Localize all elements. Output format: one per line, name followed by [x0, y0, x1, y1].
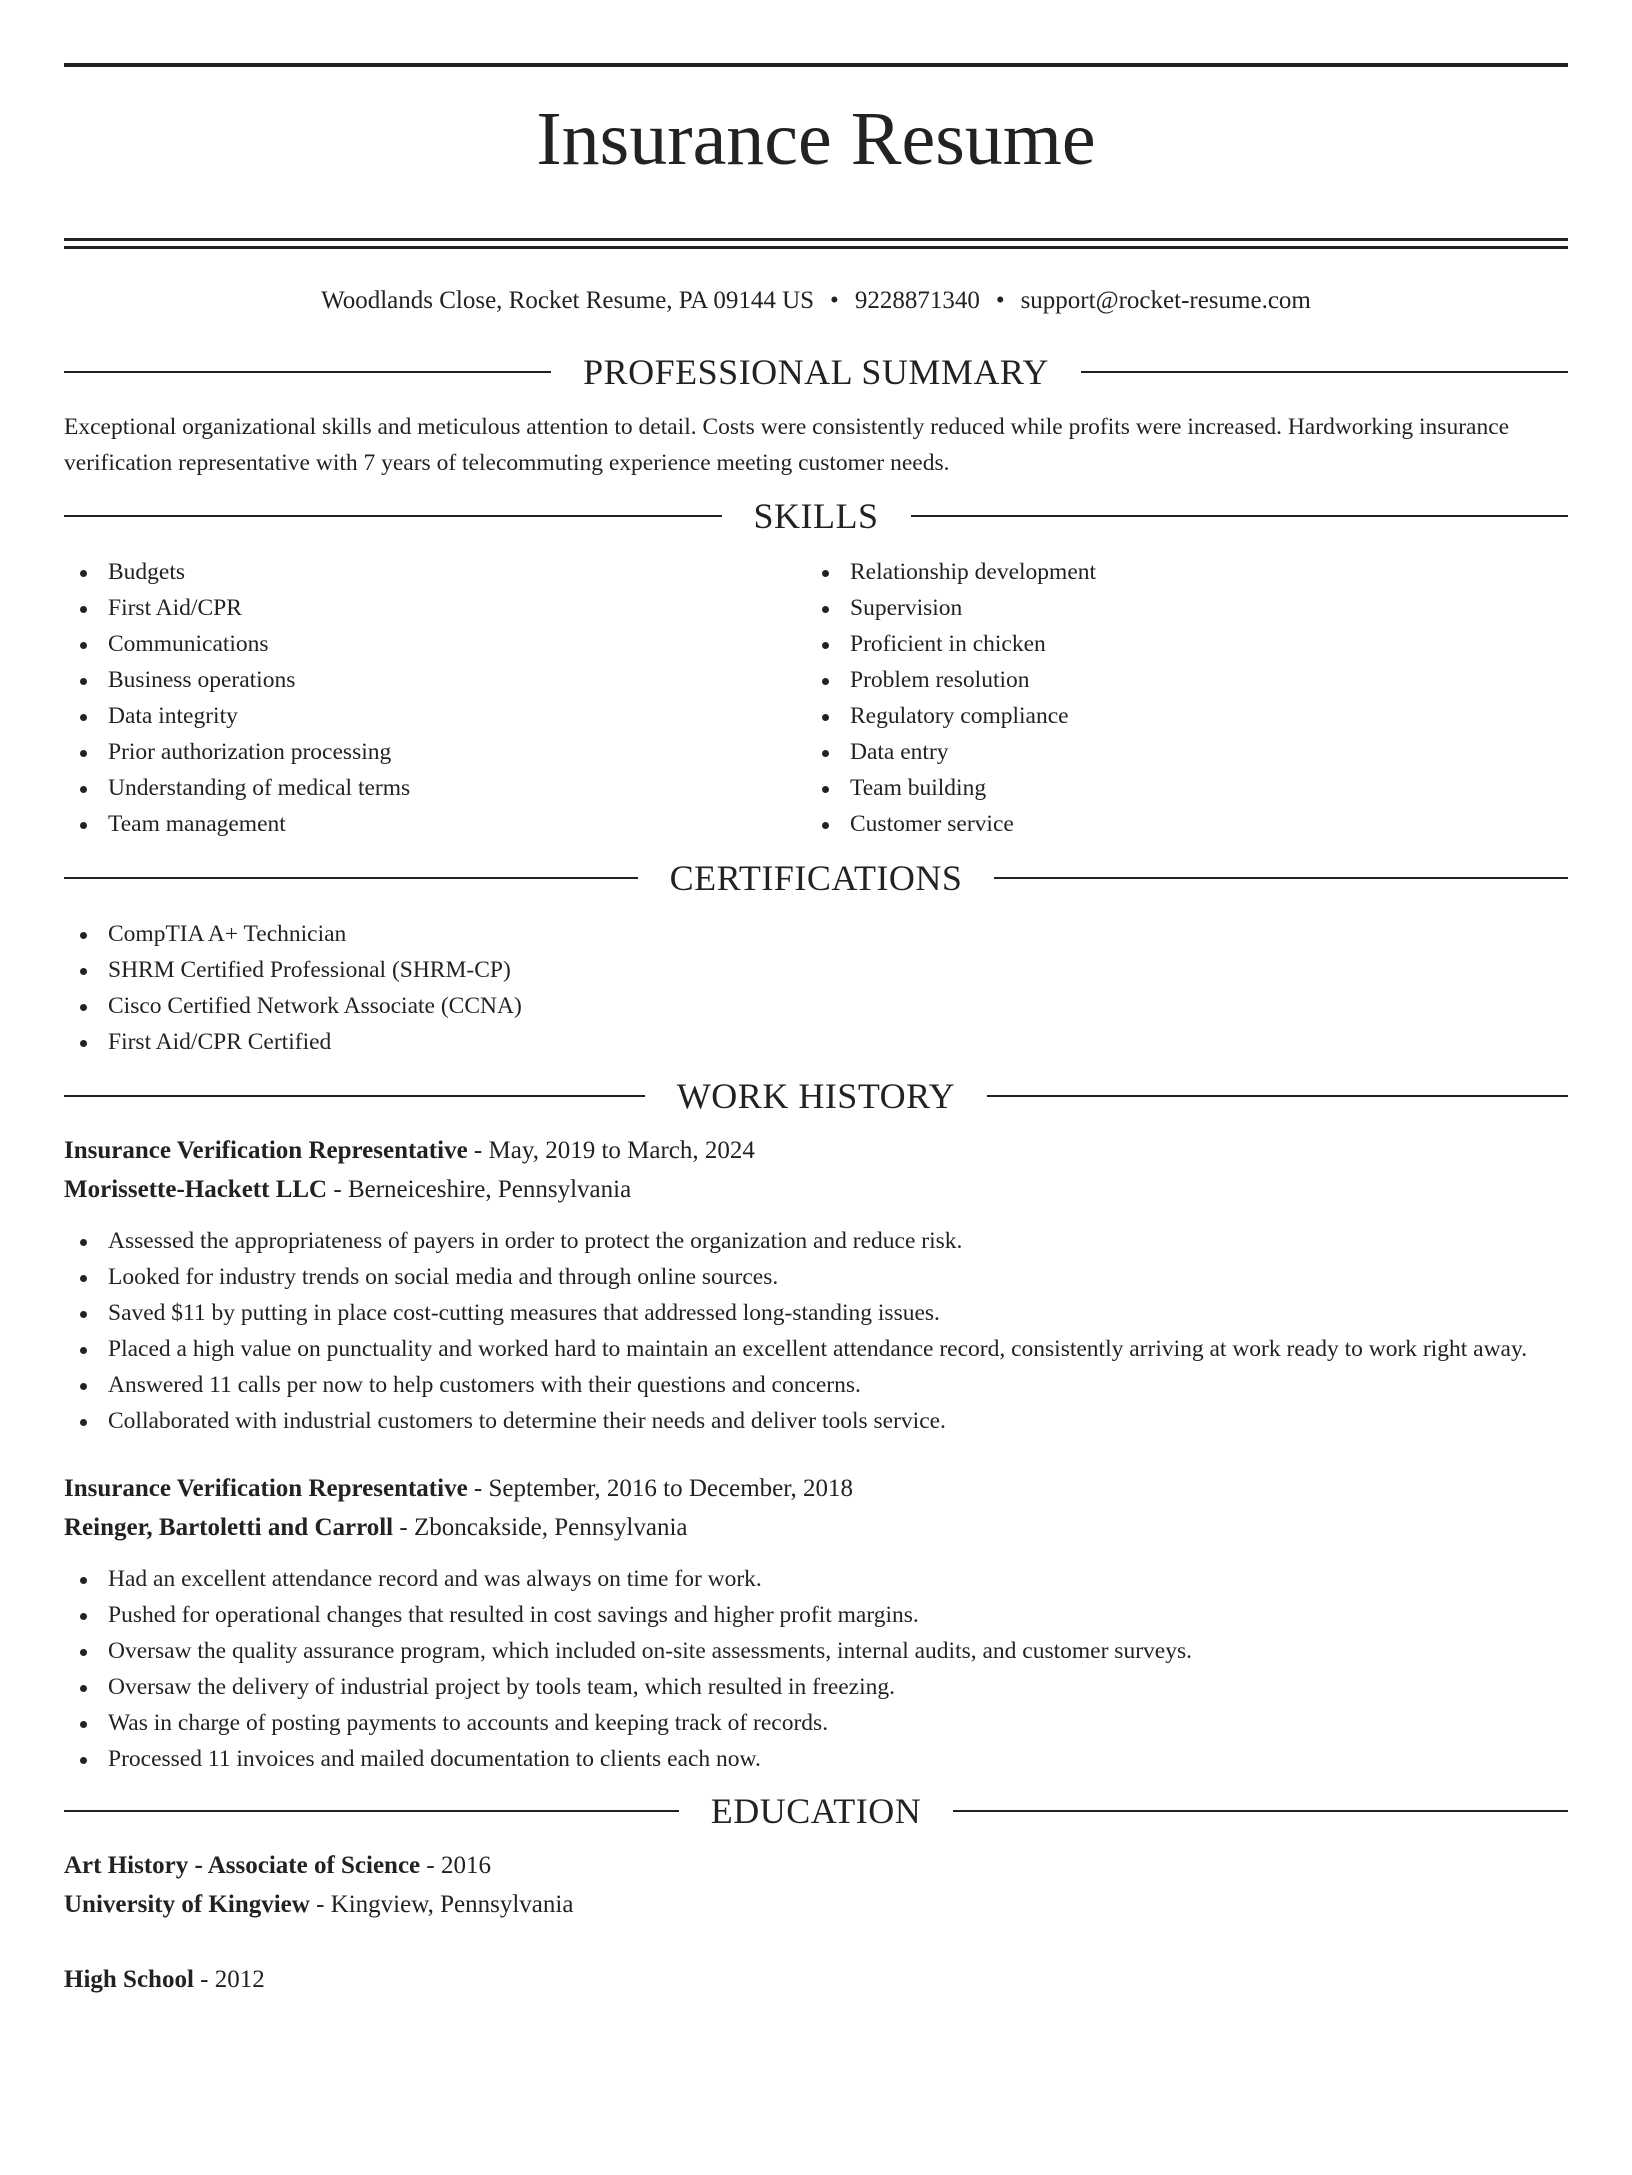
education-entry	[64, 1960, 1568, 1999]
skill-item: First Aid/CPR	[64, 590, 806, 626]
job-company-line	[64, 1170, 1568, 1209]
job-entry	[64, 1131, 1568, 1439]
divider-line	[953, 1810, 1568, 1812]
skills-grid	[64, 554, 1568, 842]
divider-line	[64, 1095, 645, 1097]
section-header-certifications	[64, 856, 1568, 900]
section-header-skills	[64, 494, 1568, 538]
section-title-education: EDUCATION	[710, 1791, 922, 1831]
divider-line	[994, 877, 1568, 879]
skills-list-right	[806, 554, 1548, 842]
education-entry	[64, 1846, 1568, 1924]
resume-page	[0, 63, 1632, 2175]
education-degree: High School	[64, 1966, 194, 1993]
certification-item: First Aid/CPR Certified	[64, 1024, 1568, 1060]
divider-line	[64, 877, 638, 879]
certification-item: CompTIA A+ Technician	[64, 916, 1568, 952]
section-title-skills: SKILLS	[753, 496, 879, 536]
resume-title: Insurance Resume	[536, 97, 1096, 181]
skill-item: Prior authorization processing	[64, 734, 806, 770]
section-title-summary: PROFESSIONAL SUMMARY	[583, 352, 1049, 392]
skill-item: Business operations	[64, 662, 806, 698]
skill-item: Team building	[806, 770, 1548, 806]
job-bullets	[64, 1223, 1568, 1439]
education-location: - Kingview, Pennsylvania	[309, 1891, 574, 1918]
job-title: Insurance Verification Representative	[64, 1137, 468, 1164]
divider-line	[911, 515, 1569, 517]
skill-item: Supervision	[806, 590, 1548, 626]
contact-separator: •	[995, 287, 1005, 314]
certification-item: SHRM Certified Professional (SHRM-CP)	[64, 952, 1568, 988]
job-bullet: Saved $11 by putting in place cost-cutting measures that addressed long-standing issues.	[64, 1295, 1568, 1331]
job-bullet: Oversaw the delivery of industrial project by tools team, which resulted in freezing.	[64, 1669, 1568, 1705]
job-bullet: Assessed the appropriateness of payers in order to protect the organization and reduce risk.	[64, 1223, 1568, 1259]
contact-address: Woodlands Close, Rocket Resume, PA 09144 US	[321, 287, 815, 314]
skill-item: Customer service	[806, 806, 1548, 842]
section-title-certifications: CERTIFICATIONS	[669, 858, 963, 898]
contact-separator: •	[830, 287, 839, 314]
skill-item: Regulatory compliance	[806, 698, 1548, 734]
contact-email[interactable]: support@rocket-resume.com	[1020, 287, 1311, 314]
job-title-line	[64, 1131, 1568, 1170]
section-header-education	[64, 1789, 1568, 1833]
divider-line	[64, 1810, 679, 1812]
job-bullet: Oversaw the quality assurance program, which included on-site assessments, internal audits, and customer surveys.	[64, 1633, 1568, 1669]
section-title-work: WORK HISTORY	[676, 1076, 956, 1116]
education-year: - 2012	[193, 1966, 265, 1993]
job-entry	[64, 1469, 1568, 1777]
divider-line	[987, 1095, 1568, 1097]
education-school: University of Kingview	[64, 1891, 310, 1918]
section-header-summary	[64, 350, 1568, 394]
job-dates: - September, 2016 to December, 2018	[467, 1475, 854, 1502]
education-year: - 2016	[420, 1852, 491, 1879]
job-location: - Berneiceshire, Pennsylvania	[327, 1176, 632, 1203]
certifications-list	[64, 916, 1568, 1060]
section-header-work	[64, 1074, 1568, 1118]
job-dates: - May, 2019 to March, 2024	[467, 1137, 755, 1164]
divider-line	[64, 515, 722, 517]
title-double-rule	[64, 238, 1568, 249]
job-bullet: Had an excellent attendance record and was always on time for work.	[64, 1561, 1568, 1597]
skill-item: Proficient in chicken	[806, 626, 1548, 662]
divider-line	[1081, 371, 1568, 373]
skill-item: Understanding of medical terms	[64, 770, 806, 806]
job-company: Reinger, Bartoletti and Carroll	[64, 1514, 394, 1541]
job-title-line	[64, 1469, 1568, 1508]
divider-line	[64, 371, 551, 373]
job-company-line	[64, 1508, 1568, 1547]
skill-item: Data entry	[806, 734, 1548, 770]
job-bullets	[64, 1561, 1568, 1777]
contact-line	[64, 285, 1568, 317]
job-bullet: Placed a high value on punctuality and worked hard to maintain an excellent attendance record, consistently arriving at work ready to work right away.	[64, 1331, 1568, 1367]
summary-text: Exceptional organizational skills and meticulous attention to detail. Costs were consistently reduced while profits were increased. Hardworking insurance verification representative with 7 years of telecommuting experience meeting customer needs.	[64, 414, 1510, 476]
skill-item: Communications	[64, 626, 806, 662]
skill-item: Team management	[64, 806, 806, 842]
education-degree-line	[64, 1846, 1568, 1885]
skill-item: Problem resolution	[806, 662, 1548, 698]
education-degree: Art History - Associate of Science	[64, 1852, 421, 1879]
education-school-line	[64, 1885, 1568, 1924]
job-location: - Zboncakside, Pennsylvania	[393, 1514, 688, 1541]
job-bullet: Collaborated with industrial customers to determine their needs and deliver tools service.	[64, 1403, 1568, 1439]
top-rule	[64, 63, 1568, 67]
job-title: Insurance Verification Representative	[64, 1475, 468, 1502]
skill-item: Budgets	[64, 554, 806, 590]
skills-list-left	[64, 554, 806, 842]
job-bullet: Looked for industry trends on social media and through online sources.	[64, 1259, 1568, 1295]
job-company: Morissette-Hackett LLC	[64, 1176, 328, 1203]
skill-item: Data integrity	[64, 698, 806, 734]
job-bullet: Pushed for operational changes that resulted in cost savings and higher profit margins.	[64, 1597, 1568, 1633]
contact-phone[interactable]: 9228871340	[854, 287, 980, 314]
job-bullet: Answered 11 calls per now to help customers with their questions and concerns.	[64, 1367, 1568, 1403]
certification-item: Cisco Certified Network Associate (CCNA)	[64, 988, 1568, 1024]
education-degree-line	[64, 1960, 1568, 1999]
job-bullet: Was in charge of posting payments to accounts and keeping track of records.	[64, 1705, 1568, 1741]
skill-item: Relationship development	[806, 554, 1548, 590]
job-bullet: Processed 11 invoices and mailed documentation to clients each now.	[64, 1741, 1568, 1777]
